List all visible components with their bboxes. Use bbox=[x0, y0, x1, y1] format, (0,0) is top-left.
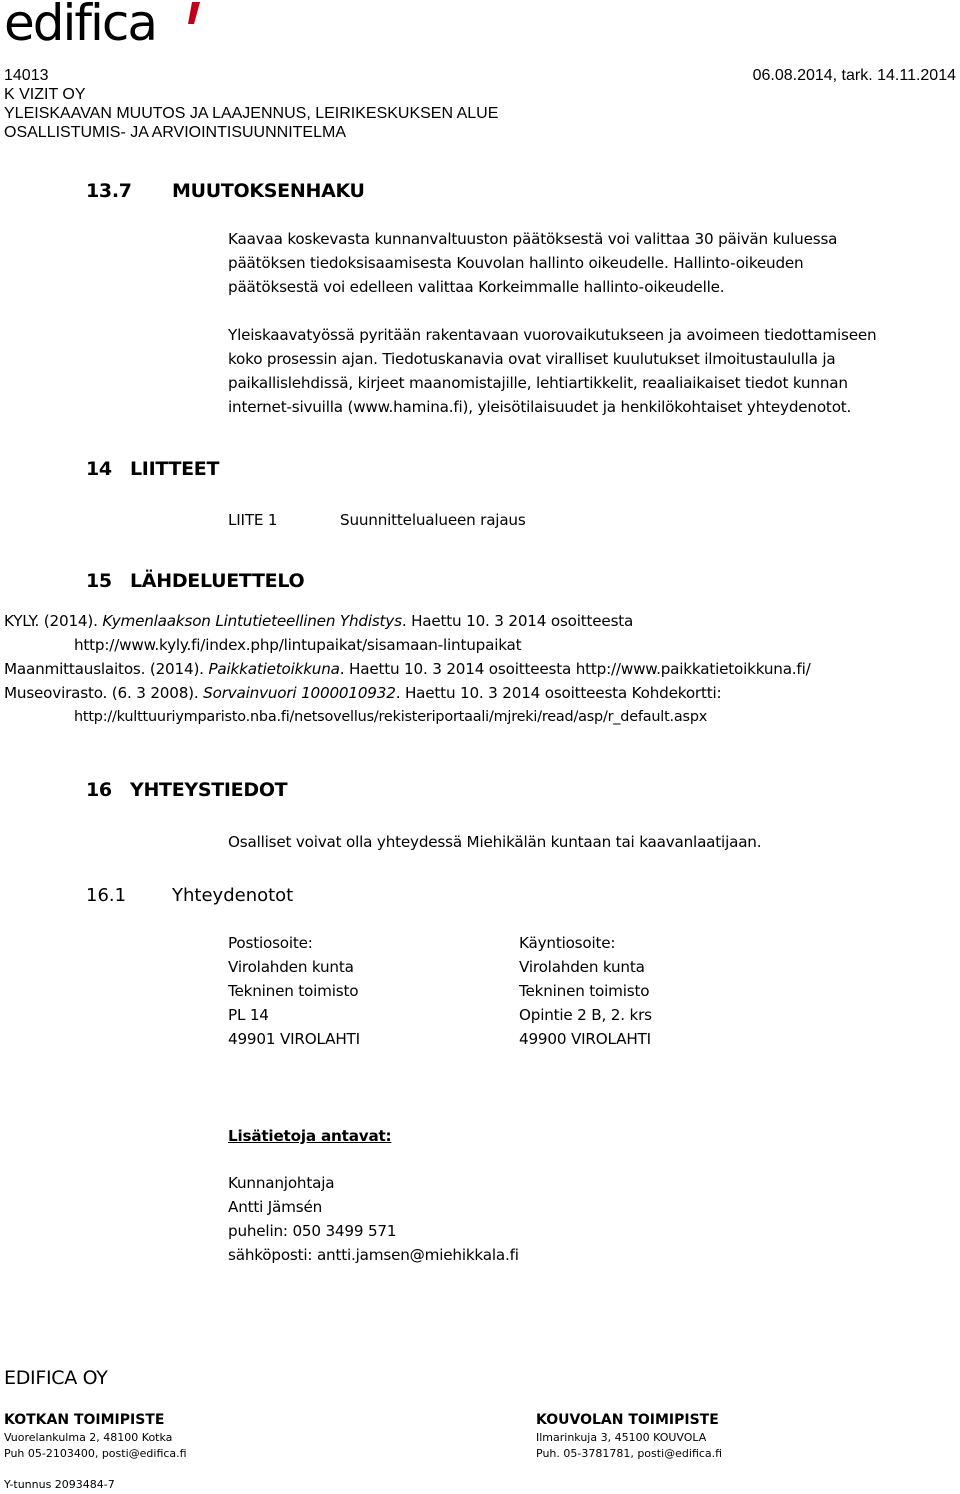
communication-paragraph bbox=[228, 323, 953, 419]
postal-address-line: 49901 VIROLAHTI bbox=[228, 1030, 360, 1048]
section-13-7-number: 13.7 bbox=[86, 180, 132, 202]
ref-museo-post: . Haettu 10. 3 2014 osoitteesta Kohdekortti: bbox=[395, 684, 722, 702]
ref-mml-post[interactable]: . Haettu 10. 3 2014 osoitteesta http://www.paikkatietoikkuna.fi/ bbox=[339, 660, 811, 678]
contact-intro: Osalliset voivat olla yhteydessä Miehikälän kuntaan tai kaavanlaatijaan. bbox=[228, 833, 762, 851]
ref-kyly-url[interactable]: http://www.kyly.fi/index.php/lintupaikat/sisamaan-lintupaikat bbox=[74, 636, 522, 654]
more-info-heading: Lisätietoja antavat: bbox=[228, 1127, 392, 1145]
section-13-7-title: MUUTOKSENHAKU bbox=[172, 180, 365, 202]
section-16-1-number: 16.1 bbox=[86, 885, 127, 906]
section-14-number: 14 bbox=[86, 458, 112, 480]
ref-museo-title: Sorvainvuori 1000010932 bbox=[203, 684, 396, 702]
communication-line-3: paikallislehdissä, kirjeet maanomistajille, lehtiartikkelit, reaaliaikaiset tiedot kunnan bbox=[228, 374, 848, 392]
project-number: 14013 bbox=[4, 67, 49, 84]
logo-accent-mark bbox=[186, 2, 202, 24]
document-title: OSALLISTUMIS- JA ARVIOINTISUUNNITELMA bbox=[4, 124, 346, 141]
contact-person-block bbox=[228, 1171, 519, 1267]
visiting-address-line: Opintie 2 B, 2. krs bbox=[519, 1006, 652, 1024]
contact-role: Kunnanjohtaja bbox=[228, 1174, 335, 1192]
kotka-office-address: Vuorelankulma 2, 48100 Kotka bbox=[4, 1431, 173, 1444]
client-name: K VIZIT OY bbox=[4, 86, 86, 103]
visiting-address-label: Käyntiosoite: bbox=[519, 934, 616, 952]
visiting-address-line: Virolahden kunta bbox=[519, 958, 645, 976]
ref-mml-pre: Maanmittauslaitos. (2014). bbox=[4, 660, 209, 678]
postal-address-line: PL 14 bbox=[228, 1006, 269, 1024]
section-15-title: LÄHDELUETTELO bbox=[130, 570, 305, 592]
ref-kyly-title: Kymenlaakson Lintutieteellinen Yhdistys bbox=[102, 612, 402, 630]
communication-line-2: koko prosessin ajan. Tiedotuskanavia ovat viralliset kuulutukset ilmoitustaululla ja bbox=[228, 350, 836, 368]
postal-address-line: Tekninen toimisto bbox=[228, 982, 359, 1000]
visiting-address-line: Tekninen toimisto bbox=[519, 982, 650, 1000]
attachment-description: Suunnittelualueen rajaus bbox=[340, 511, 526, 529]
kotka-office-contact: Puh 05-2103400, posti@edifica.fi bbox=[4, 1447, 187, 1460]
visiting-address-line: 49900 VIROLAHTI bbox=[519, 1030, 651, 1048]
business-id: Y-tunnus 2093484-7 bbox=[4, 1478, 115, 1491]
appeal-line-2: päätöksen tiedoksisaamisesta Kouvolan hallinto oikeudelle. Hallinto-oikeuden bbox=[228, 254, 804, 272]
contact-email[interactable]: sähköposti: antti.jamsen@miehikkala.fi bbox=[228, 1246, 519, 1264]
kotka-office bbox=[4, 1411, 187, 1462]
document-date: 06.08.2014, tark. 14.11.2014 bbox=[752, 67, 956, 84]
kouvola-office-address: Ilmarinkuja 3, 45100 KOUVOLA bbox=[536, 1431, 707, 1444]
section-16-1-title: Yhteydenotot bbox=[172, 885, 294, 906]
communication-line-1: Yleiskaavatyössä pyritään rakentavaan vuorovaikutukseen ja avoimeen tiedottamiseen bbox=[228, 326, 877, 344]
appeal-paragraph bbox=[228, 227, 948, 299]
footer-company: EDIFICA OY bbox=[4, 1367, 108, 1389]
communication-line-4: internet-sivuilla (www.hamina.fi), yleisötilaisuudet ja henkilökohtaiset yhteydenotot. bbox=[228, 398, 852, 416]
logo-text: edifica bbox=[4, 0, 157, 52]
contact-name: Antti Jämsén bbox=[228, 1198, 323, 1216]
contact-phone: puhelin: 050 3499 571 bbox=[228, 1222, 397, 1240]
ref-museo-pre: Museovirasto. (6. 3 2008). bbox=[4, 684, 204, 702]
visiting-address-block bbox=[519, 931, 652, 1051]
kouvola-office bbox=[536, 1411, 722, 1462]
postal-address-block bbox=[228, 931, 360, 1051]
postal-address-line: Virolahden kunta bbox=[228, 958, 354, 976]
attachment-label: LIITE 1 bbox=[228, 511, 278, 529]
kotka-office-title: KOTKAN TOIMIPISTE bbox=[4, 1412, 165, 1428]
section-16-title: YHTEYSTIEDOT bbox=[130, 779, 288, 801]
section-16-number: 16 bbox=[86, 779, 112, 801]
ref-mml-title: Paikkatietoikkuna bbox=[208, 660, 340, 678]
postal-address-label: Postiosoite: bbox=[228, 934, 313, 952]
reference-maanmittauslaitos bbox=[4, 657, 944, 681]
reference-kyly bbox=[4, 609, 944, 657]
ref-kyly-pre: KYLY. (2014). bbox=[4, 612, 103, 630]
appeal-line-1: Kaavaa koskevasta kunnanvaltuuston päätöksestä voi valittaa 30 päivän kuluessa bbox=[228, 230, 838, 248]
plan-title: YLEISKAAVAN MUUTOS JA LAAJENNUS, LEIRIKESKUKSEN ALUE bbox=[4, 105, 499, 122]
ref-museo-url[interactable]: http://kulttuuriymparisto.nba.fi/netsovellus/rekisteriportaali/mjreki/read/asp/r_default.aspx bbox=[74, 709, 708, 725]
appeal-line-3: päätöksestä voi edelleen valittaa Korkeimmalle hallinto-oikeudelle. bbox=[228, 278, 725, 296]
section-15-number: 15 bbox=[86, 570, 112, 592]
ref-kyly-post: . Haettu 10. 3 2014 osoitteesta bbox=[401, 612, 634, 630]
kouvola-office-title: KOUVOLAN TOIMIPISTE bbox=[536, 1412, 719, 1428]
section-14-title: LIITTEET bbox=[130, 458, 220, 480]
edifica-logo bbox=[4, 0, 214, 56]
reference-museovirasto bbox=[4, 681, 954, 729]
kouvola-office-contact: Puh. 05-3781781, posti@edifica.fi bbox=[536, 1447, 723, 1460]
